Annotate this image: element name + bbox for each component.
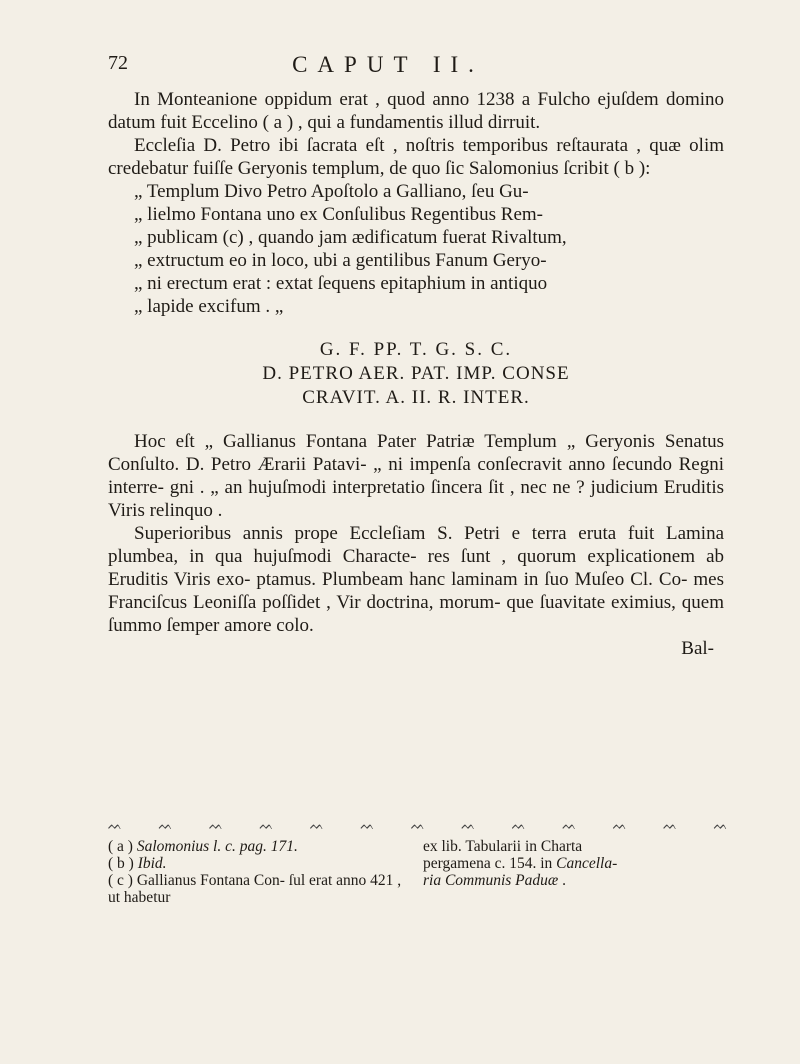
footnotes-left <box>108 838 408 906</box>
footnote-text: Cancella- <box>556 855 618 872</box>
ornament-icon: ᨓ <box>259 818 274 832</box>
inscription-line: D. PETRO AER. PAT. IMP. CONSE <box>262 363 570 384</box>
page-number: 72 <box>108 52 128 74</box>
footnote-continuation: ex lib. Tabularii in Charta <box>423 838 583 855</box>
footnote-continuation <box>423 855 728 872</box>
footnote-text: Ibid. <box>137 855 167 872</box>
epitaph-inscription <box>108 338 724 410</box>
quotation <box>108 180 724 318</box>
footnote-continuation <box>423 872 728 889</box>
ornament-icon: ᨓ <box>158 818 173 832</box>
ornament-icon: ᨓ <box>713 818 728 832</box>
ornament-icon: ᨓ <box>410 818 426 832</box>
paragraph-1: In Monteanione oppidum erat , quod anno 1238 a Fulcho ejuſdem domino datum fuit Eccelino ( a ) , qui a fundamentis illud dirruit. <box>108 89 724 133</box>
ornament-rule <box>108 818 728 832</box>
ornament-icon: ᨓ <box>511 818 527 832</box>
quote-line: „ extructum eo in loco, ubi a gentilibus Fanum Geryo- <box>134 250 547 271</box>
ornament-icon: ᨓ <box>309 818 325 832</box>
footnote-text: ria Communis Paduæ <box>423 872 559 889</box>
ornament-icon: ᨓ <box>562 818 577 832</box>
footnotes-right <box>423 838 728 906</box>
paragraph-2: Eccleſia D. Petro ibi ſacrata eſt , noſtris temporibus reſtaurata , quæ olim credebatur fuiſſe Geryonis templum, de quo ſic Salomonius ſcribit ( b ): <box>108 135 724 179</box>
quote-line: „ lapide excifum . „ <box>134 296 284 317</box>
ornament-icon: ᨓ <box>612 818 627 832</box>
footnote-b <box>108 855 408 872</box>
page-header <box>108 52 720 82</box>
paragraph-3: Hoc eſt „ Gallianus Fontana Pater Patriæ Templum „ Geryonis Senatus Conſulto. D. Petro Ærarii Patavi- „ ni impenſa conſecravit anno ſecundo Regni interre- gni . „ an hujuſmodi interpretatio ſincera ſit , nec ne ? judicium Eruditis Viris relinquo . <box>108 431 724 521</box>
footnote-text: Salomonius l. c. pag. 171. <box>136 838 298 855</box>
inscription-line: CRAVIT. A. II. R. INTER. <box>302 387 530 408</box>
ornament-icon: ᨓ <box>461 818 476 832</box>
quote-line: „ Templum Divo Petro Apoſtolo a Galliano, ſeu Gu- <box>134 181 529 202</box>
quote-line: „ ni erectum erat : extat ſequens epitaphium in antiquo <box>134 273 548 294</box>
paragraph-4: Superioribus annis prope Eccleſiam S. Petri e terra eruta fuit Lamina plumbea, in qua hujuſmodi Characte- res ſunt , quorum explicationem ab Eruditis Viris exo- ptamus. Plumbeam hanc laminam in ſuo Muſeo Cl. Co- mes Franciſcus Leoniſſa poſſidet , Vir doctrina, morum- que ſuavitate eximius, quem ſummo ſemper amore colo. <box>108 523 724 636</box>
footnote-text: pergamena c. 154. in <box>423 855 553 872</box>
footnote-marker: ( c ) <box>108 872 133 889</box>
footnotes <box>108 838 728 906</box>
ornament-icon: ᨓ <box>360 818 375 832</box>
quote-line: „ publicam (c) , quando jam ædificatum fuerat Rivaltum, <box>134 227 567 248</box>
footnote-marker: ( a ) <box>108 838 133 855</box>
footnote-text: . <box>562 872 566 889</box>
inscription-line: G. F. PP. T. G. S. C. <box>319 339 513 360</box>
ornament-icon: ᨓ <box>208 818 224 832</box>
ornament-icon: ᨓ <box>663 818 678 832</box>
footnote-text: Gallianus Fontana Con- ſul erat anno 421 , ut habetur <box>108 872 402 906</box>
quote-line: „ lielmo Fontana uno ex Conſulibus Regentibus Rem- <box>134 204 543 225</box>
main-text <box>108 88 724 660</box>
footnote-a <box>108 838 408 855</box>
catchword: Bal- <box>681 638 714 659</box>
running-head: CAPUT II. <box>292 52 484 77</box>
footnote-c <box>108 872 408 906</box>
ornament-icon: ᨓ <box>108 818 123 832</box>
footnote-marker: ( b ) <box>108 855 134 872</box>
